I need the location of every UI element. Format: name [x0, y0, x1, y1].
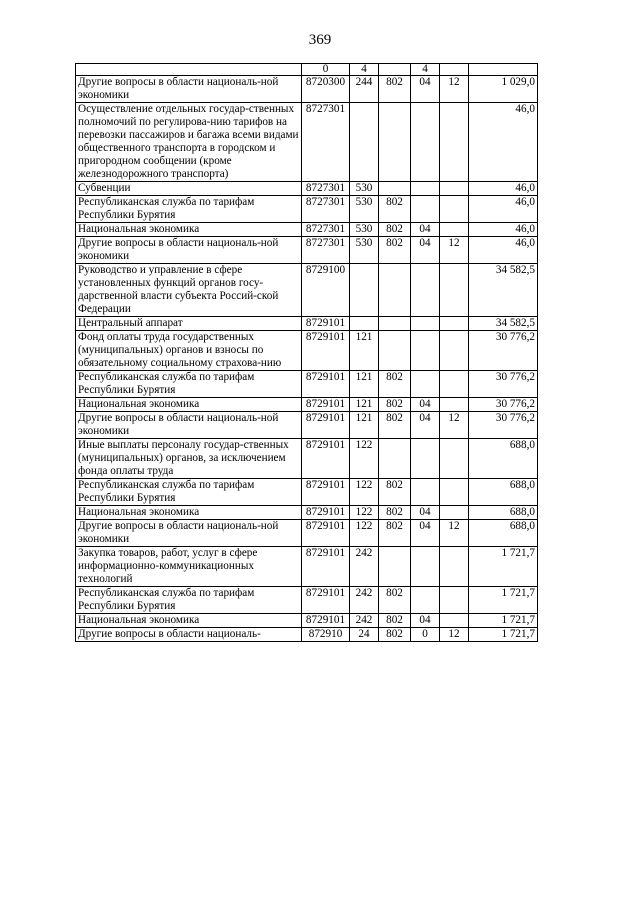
- cell-vr: 122: [350, 439, 379, 479]
- cell-code: 8729101: [302, 371, 350, 398]
- cell-code: 8727301: [302, 237, 350, 264]
- cell-pr: 12: [440, 237, 469, 264]
- table-row: [76, 64, 538, 76]
- cell-rz: 04: [411, 506, 440, 520]
- cell-sum: 1 721,7: [469, 614, 538, 628]
- cell-sum: [469, 64, 538, 76]
- cell-sum: 688,0: [469, 439, 538, 479]
- table-row: [76, 182, 538, 196]
- table-row: [76, 614, 538, 628]
- cell-grbs: 802: [379, 628, 411, 642]
- cell-desc: Фонд оплаты труда государственных (муниципальных) органов и взносы по обязательному социальному страхова-нию: [76, 331, 302, 371]
- cell-desc: Национальная экономика: [76, 223, 302, 237]
- cell-code: 8729101: [302, 331, 350, 371]
- cell-code: 8729101: [302, 506, 350, 520]
- cell-grbs: [379, 317, 411, 331]
- table-row: [76, 439, 538, 479]
- table-row: [76, 76, 538, 103]
- cell-sum: 30 776,2: [469, 412, 538, 439]
- cell-vr: [350, 103, 379, 182]
- table-body: [76, 64, 538, 642]
- cell-pr: [440, 264, 469, 317]
- cell-desc: Республиканская служба по тарифам Республики Бурятия: [76, 479, 302, 506]
- cell-vr: 121: [350, 371, 379, 398]
- cell-rz: 4: [411, 64, 440, 76]
- cell-vr: 530: [350, 223, 379, 237]
- cell-grbs: 802: [379, 614, 411, 628]
- cell-pr: 12: [440, 76, 469, 103]
- cell-desc: Субвенции: [76, 182, 302, 196]
- cell-rz: [411, 317, 440, 331]
- cell-sum: 30 776,2: [469, 398, 538, 412]
- cell-code: 8729101: [302, 317, 350, 331]
- cell-sum: 46,0: [469, 196, 538, 223]
- cell-pr: [440, 547, 469, 587]
- cell-grbs: [379, 182, 411, 196]
- cell-vr: 242: [350, 547, 379, 587]
- table-row: [76, 317, 538, 331]
- cell-rz: [411, 587, 440, 614]
- cell-rz: [411, 196, 440, 223]
- cell-code: 8729101: [302, 412, 350, 439]
- cell-pr: 12: [440, 520, 469, 547]
- cell-rz: 04: [411, 223, 440, 237]
- table-row: [76, 587, 538, 614]
- cell-sum: 1 721,7: [469, 587, 538, 614]
- cell-vr: 121: [350, 331, 379, 371]
- cell-code: 8727301: [302, 223, 350, 237]
- cell-sum: 46,0: [469, 237, 538, 264]
- cell-code: 8729100: [302, 264, 350, 317]
- table-row: [76, 331, 538, 371]
- cell-code: 8729101: [302, 614, 350, 628]
- cell-grbs: 802: [379, 223, 411, 237]
- cell-grbs: 802: [379, 196, 411, 223]
- cell-grbs: 802: [379, 520, 411, 547]
- cell-vr: 121: [350, 412, 379, 439]
- cell-sum: 1 721,7: [469, 628, 538, 642]
- cell-desc: Руководство и управление в сфере установленных функций органов госу-дарственной власти субъекта Россий-ской Федерации: [76, 264, 302, 317]
- cell-rz: [411, 547, 440, 587]
- cell-desc: Республиканская служба по тарифам Республики Бурятия: [76, 587, 302, 614]
- cell-vr: 122: [350, 506, 379, 520]
- cell-pr: [440, 587, 469, 614]
- cell-desc: Иные выплаты персоналу государ-ственных (муниципальных) органов, за исключением фонда оплаты труда: [76, 439, 302, 479]
- cell-pr: [440, 182, 469, 196]
- cell-code: 8729101: [302, 520, 350, 547]
- cell-sum: 46,0: [469, 223, 538, 237]
- cell-pr: [440, 506, 469, 520]
- cell-desc: Республиканская служба по тарифам Республики Бурятия: [76, 371, 302, 398]
- cell-vr: 242: [350, 614, 379, 628]
- cell-sum: 30 776,2: [469, 331, 538, 371]
- cell-pr: [440, 439, 469, 479]
- cell-desc: Другие вопросы в области националь-: [76, 628, 302, 642]
- cell-rz: [411, 479, 440, 506]
- cell-grbs: 802: [379, 412, 411, 439]
- cell-pr: [440, 479, 469, 506]
- cell-pr: [440, 223, 469, 237]
- page-number: 369: [308, 32, 332, 48]
- cell-sum: 688,0: [469, 520, 538, 547]
- cell-vr: [350, 317, 379, 331]
- cell-pr: [440, 317, 469, 331]
- cell-vr: [350, 264, 379, 317]
- cell-pr: [440, 196, 469, 223]
- table-row: [76, 479, 538, 506]
- table-row: [76, 398, 538, 412]
- table-row: [76, 628, 538, 642]
- cell-desc: [76, 64, 302, 76]
- table-row: [76, 237, 538, 264]
- cell-pr: [440, 103, 469, 182]
- table-row: [76, 547, 538, 587]
- cell-sum: 688,0: [469, 506, 538, 520]
- cell-grbs: [379, 264, 411, 317]
- cell-code: 8727301: [302, 182, 350, 196]
- cell-grbs: [379, 439, 411, 479]
- cell-rz: 04: [411, 237, 440, 264]
- cell-grbs: [379, 103, 411, 182]
- cell-rz: [411, 331, 440, 371]
- cell-desc: Другие вопросы в области националь-ной экономики: [76, 520, 302, 547]
- cell-rz: [411, 264, 440, 317]
- cell-code: 8729101: [302, 587, 350, 614]
- cell-pr: [440, 398, 469, 412]
- cell-vr: 242: [350, 587, 379, 614]
- cell-desc: Национальная экономика: [76, 614, 302, 628]
- cell-grbs: 802: [379, 237, 411, 264]
- cell-code: 8729101: [302, 547, 350, 587]
- cell-pr: [440, 64, 469, 76]
- table-row: [76, 371, 538, 398]
- cell-grbs: 802: [379, 398, 411, 412]
- cell-grbs: [379, 64, 411, 76]
- cell-sum: 46,0: [469, 103, 538, 182]
- cell-rz: 04: [411, 76, 440, 103]
- cell-pr: [440, 371, 469, 398]
- cell-sum: 1 721,7: [469, 547, 538, 587]
- table-row: [76, 506, 538, 520]
- cell-code: 8729101: [302, 479, 350, 506]
- cell-rz: 04: [411, 614, 440, 628]
- cell-sum: 30 776,2: [469, 371, 538, 398]
- cell-rz: [411, 182, 440, 196]
- cell-code: 8729101: [302, 439, 350, 479]
- cell-code: 8727301: [302, 103, 350, 182]
- table-row: [76, 223, 538, 237]
- cell-code: 8727301: [302, 196, 350, 223]
- budget-table: [75, 63, 538, 642]
- cell-sum: 1 029,0: [469, 76, 538, 103]
- cell-desc: Закупка товаров, работ, услуг в сфере информационно-коммуникационных технологий: [76, 547, 302, 587]
- table-row: [76, 412, 538, 439]
- cell-rz: 04: [411, 520, 440, 547]
- cell-grbs: 802: [379, 371, 411, 398]
- cell-vr: 122: [350, 520, 379, 547]
- cell-vr: 4: [350, 64, 379, 76]
- cell-code: 0: [302, 64, 350, 76]
- cell-desc: Республиканская служба по тарифам Республики Бурятия: [76, 196, 302, 223]
- cell-code: 8729101: [302, 398, 350, 412]
- cell-desc: Другие вопросы в области националь-ной экономики: [76, 237, 302, 264]
- table-row: [76, 520, 538, 547]
- cell-grbs: 802: [379, 76, 411, 103]
- cell-rz: 04: [411, 398, 440, 412]
- cell-code: 8720300: [302, 76, 350, 103]
- cell-desc: Национальная экономика: [76, 398, 302, 412]
- table-row: [76, 196, 538, 223]
- cell-grbs: [379, 547, 411, 587]
- cell-desc: Осуществление отдельных государ-ственных полномочий по регулирова-нию тарифов на перевозки пассажиров и багажа всеми видами общественного транспорта в городском и пригородном сообщении (кроме железнодорожного транспорта): [76, 103, 302, 182]
- cell-pr: 12: [440, 412, 469, 439]
- cell-rz: [411, 103, 440, 182]
- cell-grbs: [379, 331, 411, 371]
- cell-rz: [411, 439, 440, 479]
- cell-pr: [440, 614, 469, 628]
- cell-sum: 34 582,5: [469, 264, 538, 317]
- table-row: [76, 103, 538, 182]
- cell-vr: 530: [350, 182, 379, 196]
- cell-vr: 530: [350, 237, 379, 264]
- cell-grbs: 802: [379, 587, 411, 614]
- cell-desc: Другие вопросы в области националь-ной экономики: [76, 76, 302, 103]
- cell-desc: Другие вопросы в области националь-ной экономики: [76, 412, 302, 439]
- cell-vr: 244: [350, 76, 379, 103]
- cell-sum: 688,0: [469, 479, 538, 506]
- cell-rz: [411, 371, 440, 398]
- cell-pr: [440, 331, 469, 371]
- cell-pr: 12: [440, 628, 469, 642]
- cell-vr: 122: [350, 479, 379, 506]
- cell-desc: Национальная экономика: [76, 506, 302, 520]
- cell-sum: 34 582,5: [469, 317, 538, 331]
- cell-grbs: 802: [379, 506, 411, 520]
- cell-grbs: 802: [379, 479, 411, 506]
- cell-code: 872910: [302, 628, 350, 642]
- cell-rz: 0: [411, 628, 440, 642]
- cell-desc: Центральный аппарат: [76, 317, 302, 331]
- cell-sum: 46,0: [469, 182, 538, 196]
- cell-vr: 24: [350, 628, 379, 642]
- cell-vr: 121: [350, 398, 379, 412]
- cell-vr: 530: [350, 196, 379, 223]
- table-row: [76, 264, 538, 317]
- cell-rz: 04: [411, 412, 440, 439]
